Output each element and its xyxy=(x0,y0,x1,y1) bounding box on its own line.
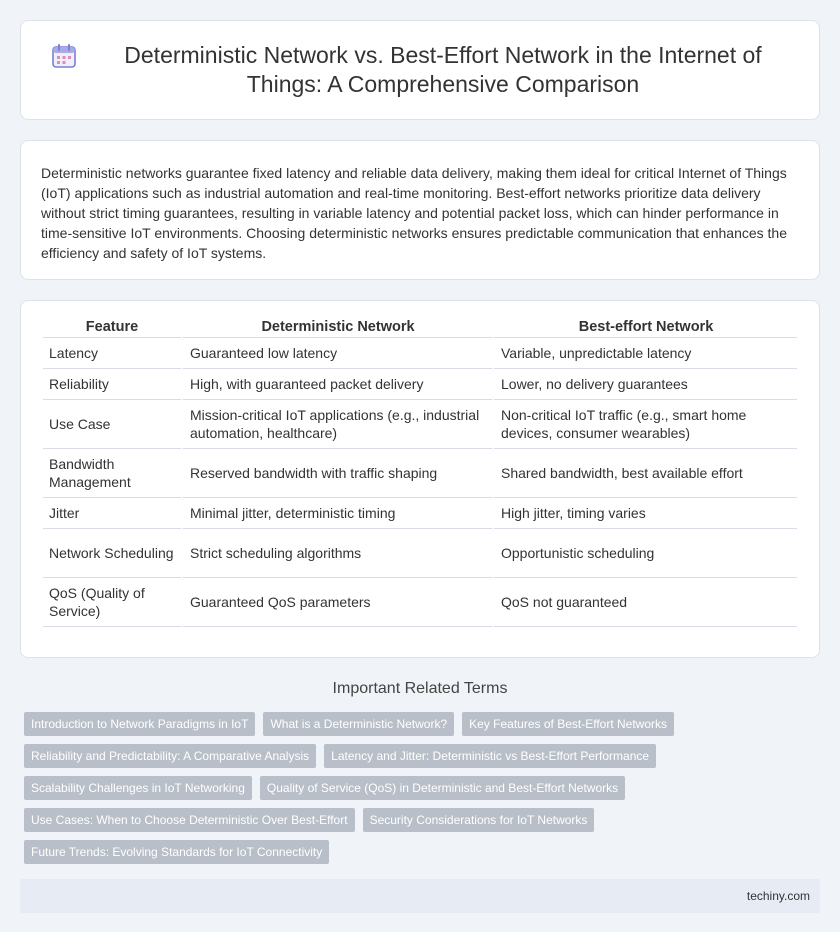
feature-cell: Use Case xyxy=(43,400,181,449)
related-term-tag[interactable]: Quality of Service (QoS) in Deterministic and Best-Effort Networks xyxy=(260,776,625,800)
best-effort-cell: QoS not guaranteed xyxy=(492,578,797,627)
feature-cell: Network Scheduling xyxy=(43,529,181,578)
footer-brand-link[interactable]: techiny.com xyxy=(746,889,810,903)
related-term-tag[interactable]: Security Considerations for IoT Networks xyxy=(363,808,595,832)
header-deterministic: Deterministic Network xyxy=(181,313,492,338)
table-row xyxy=(43,449,797,498)
calendar-icon xyxy=(51,43,77,69)
best-effort-cell: Non-critical IoT traffic (e.g., smart home devices, consumer wearables) xyxy=(492,400,797,449)
related-term-tag[interactable]: Latency and Jitter: Deterministic vs Best-Effort Performance xyxy=(324,744,656,768)
deterministic-cell: Strict scheduling algorithms xyxy=(181,529,492,578)
intro-paragraph: Deterministic networks guarantee fixed latency and reliable data delivery, making them ideal for critical Internet of Things (IoT) applications such as industrial automation and real-time monitoring. Best-effort networks prioritize data delivery without strict timing guarantees, resulting in variable latency and potential packet loss, which can hinder performance in time-sensitive IoT environments. Choosing deterministic networks ensures predictable communication that enhances the efficiency and safety of IoT systems. xyxy=(41,165,787,261)
feature-cell: Jitter xyxy=(43,498,181,529)
deterministic-cell: Reserved bandwidth with traffic shaping xyxy=(181,449,492,498)
table-row xyxy=(43,498,797,529)
related-terms-title: Important Related Terms xyxy=(332,680,508,697)
intro-card xyxy=(20,140,820,280)
related-term-tag[interactable]: Key Features of Best-Effort Networks xyxy=(462,712,674,736)
related-term-tag[interactable]: Use Cases: When to Choose Deterministic Over Best-Effort xyxy=(24,808,355,832)
related-terms-list xyxy=(24,712,820,864)
title-card xyxy=(20,20,820,120)
header-feature: Feature xyxy=(43,313,181,338)
best-effort-cell: Shared bandwidth, best available effort xyxy=(492,449,797,498)
comparison-table xyxy=(43,313,797,627)
best-effort-cell: Opportunistic scheduling xyxy=(492,529,797,578)
footer xyxy=(20,879,820,913)
page-title: Deterministic Network vs. Best-Effort Network in the Internet of Things: A Comprehensive Comparison xyxy=(124,42,762,97)
related-term-tag[interactable]: Introduction to Network Paradigms in IoT xyxy=(24,712,255,736)
deterministic-cell: Guaranteed low latency xyxy=(181,338,492,369)
table-row xyxy=(43,338,797,369)
comparison-table-card xyxy=(20,300,820,658)
deterministic-cell: Minimal jitter, deterministic timing xyxy=(181,498,492,529)
deterministic-cell: Guaranteed QoS parameters xyxy=(181,578,492,627)
table-header-row xyxy=(43,313,797,338)
table-row xyxy=(43,529,797,578)
table-row xyxy=(43,400,797,449)
best-effort-cell: Variable, unpredictable latency xyxy=(492,338,797,369)
deterministic-cell: Mission-critical IoT applications (e.g., industrial automation, healthcare) xyxy=(181,400,492,449)
deterministic-cell: High, with guaranteed packet delivery xyxy=(181,369,492,400)
related-term-tag[interactable]: What is a Deterministic Network? xyxy=(263,712,454,736)
best-effort-cell: Lower, no delivery guarantees xyxy=(492,369,797,400)
related-term-tag[interactable]: Scalability Challenges in IoT Networking xyxy=(24,776,252,800)
table-row xyxy=(43,369,797,400)
header-best-effort: Best-effort Network xyxy=(492,313,797,338)
related-term-tag[interactable]: Future Trends: Evolving Standards for IoT Connectivity xyxy=(24,840,329,864)
best-effort-cell: High jitter, timing varies xyxy=(492,498,797,529)
related-term-tag[interactable]: Reliability and Predictability: A Comparative Analysis xyxy=(24,744,316,768)
feature-cell: QoS (Quality of Service) xyxy=(43,578,181,627)
feature-cell: Bandwidth Management xyxy=(43,449,181,498)
feature-cell: Latency xyxy=(43,338,181,369)
feature-cell: Reliability xyxy=(43,369,181,400)
table-row xyxy=(43,578,797,627)
